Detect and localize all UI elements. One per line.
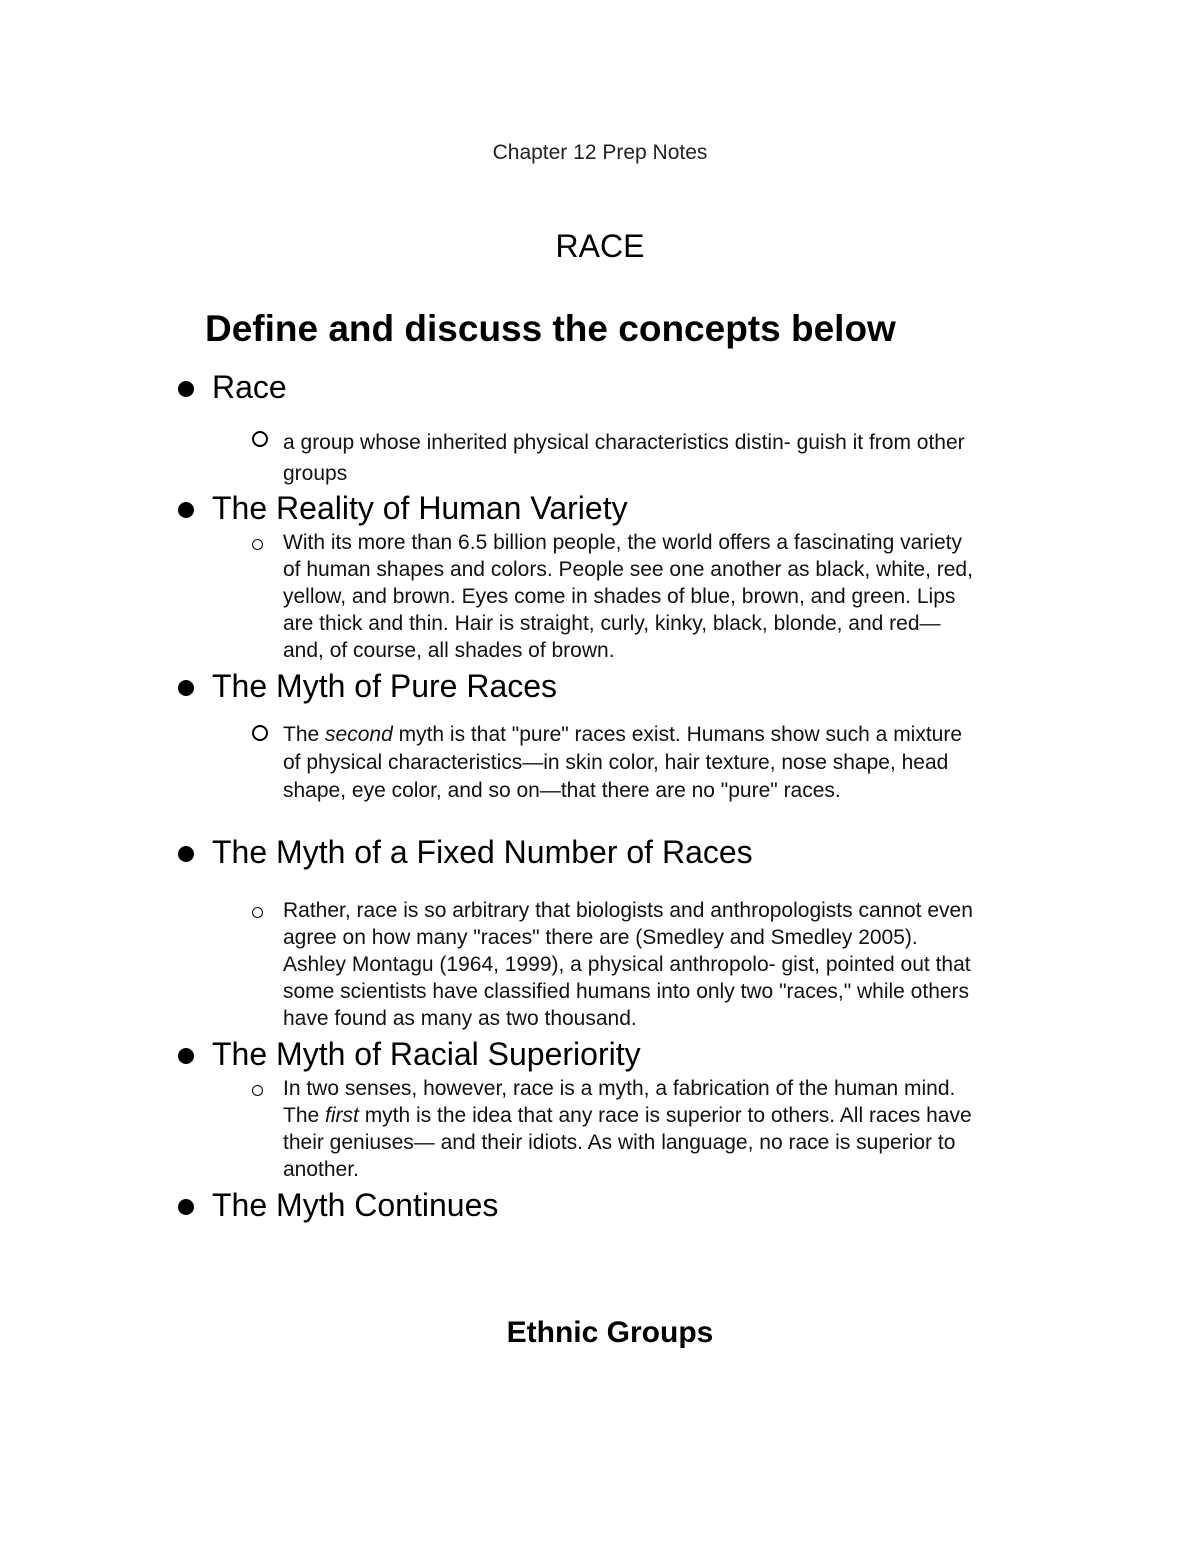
- text-line: their geniuses— and their idiots. As with language, no race is superior to: [283, 1131, 956, 1154]
- text-segment: myth is the idea that any race is superior to others. All races have: [358, 1104, 972, 1127]
- topic-human-variety: The Reality of Human Variety: [212, 490, 628, 526]
- topic-pure-races: The Myth of Pure Races: [212, 668, 558, 704]
- emphasis-text: second: [325, 723, 393, 746]
- text-line: Ashley Montagu (1964, 1999), a physical anthropolo- gist, pointed out that: [283, 953, 971, 976]
- text-line: are thick and thin. Hair is straight, curly, kinky, black, blonde, and red—: [283, 612, 941, 635]
- paragraph-racial-superiority: [283, 1075, 1083, 1183]
- bullet-icon: [178, 1199, 194, 1215]
- text-line: and, of course, all shades of brown.: [283, 639, 615, 662]
- topic-fixed-number: The Myth of a Fixed Number of Races: [212, 834, 753, 870]
- sub-bullet-icon: [252, 539, 263, 550]
- text-line: yellow, and brown. Eyes come in shades of blue, brown, and green. Lips: [283, 585, 956, 608]
- text-line: In two senses, however, race is a myth, a fabrication of the human mind.: [283, 1077, 956, 1100]
- section-heading-ethnic-groups: Ethnic Groups: [506, 1316, 714, 1349]
- paragraph-human-variety: [283, 529, 1083, 664]
- text-line: [283, 1102, 1083, 1129]
- bullet-icon: [178, 680, 194, 696]
- text-line: another.: [283, 1158, 359, 1181]
- sub-bullet-icon: [252, 907, 263, 918]
- text-line: With its more than 6.5 billion people, the world offers a fascinating variety: [283, 531, 962, 554]
- paragraph-pure-races: [283, 721, 1083, 805]
- sub-bullet-icon: [252, 431, 268, 447]
- bullet-icon: [178, 381, 194, 397]
- topic-race: Race: [212, 369, 287, 405]
- text-line: groups: [283, 462, 348, 485]
- paragraph-fixed-number: [283, 897, 1083, 1032]
- text-line: [283, 721, 1083, 749]
- bullet-icon: [178, 502, 194, 518]
- sub-bullet-icon: [252, 725, 268, 741]
- text-line: agree on how many "races" there are (Smedley and Smedley 2005).: [283, 926, 918, 949]
- text-line: some scientists have classified humans into only two "races," while others: [283, 980, 970, 1003]
- sub-bullet-icon: [252, 1085, 263, 1096]
- text-line: of physical characteristics—in skin color, hair texture, nose shape, head: [283, 751, 949, 774]
- text-line: have found as many as two thousand.: [283, 1007, 637, 1030]
- section-title-race: RACE: [555, 228, 645, 264]
- text-line: shape, eye color, and so on—that there are no "pure" races.: [283, 779, 841, 802]
- prompt-heading: Define and discuss the concepts below: [205, 308, 896, 349]
- document-header: Chapter 12 Prep Notes: [492, 141, 708, 164]
- text-segment: The: [283, 723, 326, 746]
- text-segment: myth is that "pure" races exist. Humans show such a mixture: [392, 723, 963, 746]
- text-line: of human shapes and colors. People see one another as black, white, red,: [283, 558, 973, 581]
- bullet-icon: [178, 1048, 194, 1064]
- text-segment: The: [283, 1104, 326, 1127]
- bullet-icon: [178, 846, 194, 862]
- emphasis-text: first: [325, 1104, 359, 1127]
- topic-racial-superiority: The Myth of Racial Superiority: [212, 1036, 641, 1072]
- definition-race: [283, 429, 1083, 487]
- text-line: Rather, race is so arbitrary that biologists and anthropologists cannot even: [283, 899, 973, 922]
- topic-myth-continues: The Myth Continues: [212, 1187, 499, 1223]
- text-line: a group whose inherited physical characteristics distin- guish it from other: [283, 431, 965, 454]
